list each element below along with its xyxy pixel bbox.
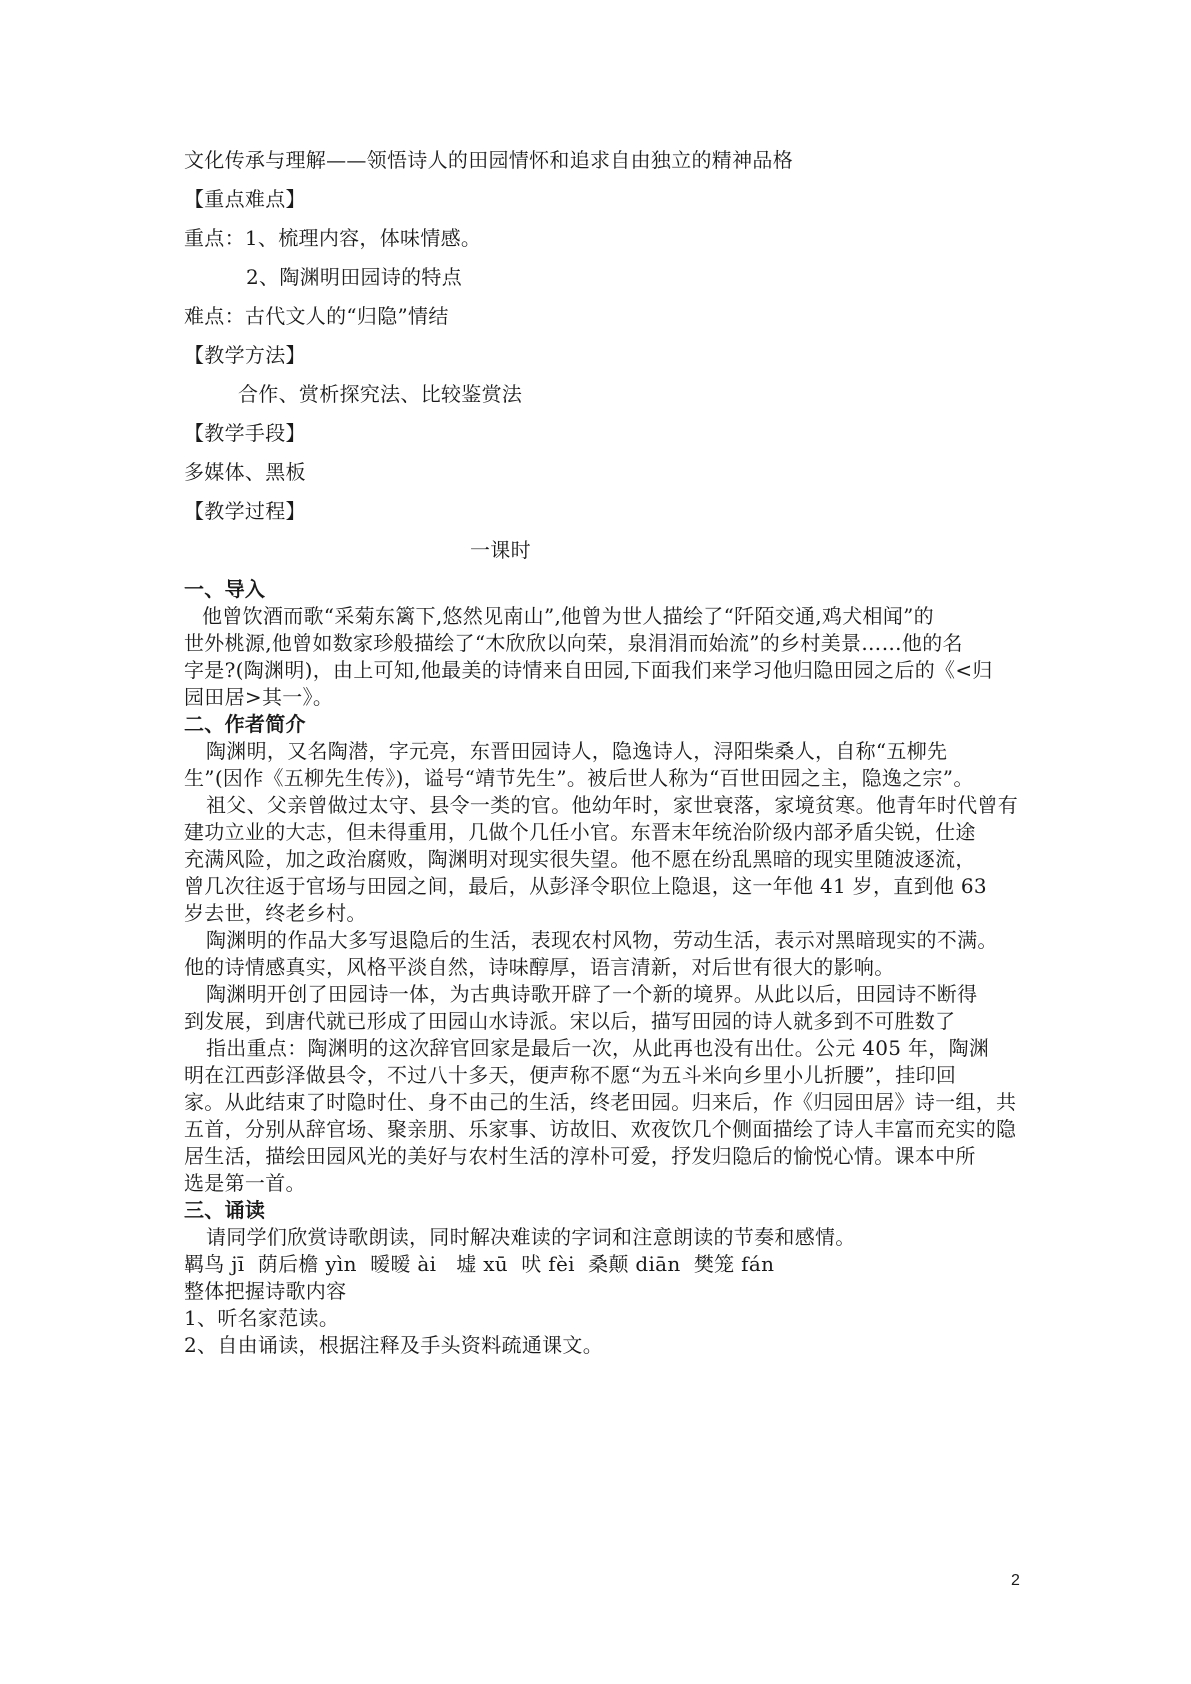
paragraph-line: 园田居>其一》。 bbox=[184, 685, 334, 709]
subheading-overall: 整体把握诗歌内容 bbox=[184, 1279, 347, 1303]
paragraph-line: 选是第一首。 bbox=[184, 1171, 306, 1195]
paragraph-line: 指出重点：陶渊明的这次辞官回家是最后一次，从此再也没有出仕。公元 405 年，陶渊 bbox=[206, 1036, 990, 1060]
paragraph-line: 曾几次往返于官场与田园之间，最后，从彭泽令职位上隐退，这一年他 41 岁，直到他 63 bbox=[184, 874, 987, 898]
paragraph-line: 居生活，描绘田园风光的美好与农村生活的淳朴可爱，抒发归隐后的愉悦心情。课本中所 bbox=[184, 1144, 976, 1168]
heading-teaching-method: 【教学方法】 bbox=[184, 343, 306, 367]
paragraph-line: 祖父、父亲曾做过太守、县令一类的官。他幼年时，家世衰落，家境贫寒。他青年时代曾有 bbox=[206, 793, 1018, 817]
paragraph-line: 充满风险，加之政治腐败，陶渊明对现实很失望。他不愿在纷乱黑暗的现实里随波逐流， bbox=[184, 847, 976, 871]
lesson-count: 一课时 bbox=[470, 538, 531, 562]
paragraph-line: 五首，分别从辞官场、聚亲朋、乐家事、访故旧、欢夜饮几个侧面描绘了诗人丰富而充实的隐 bbox=[184, 1117, 1017, 1141]
pronunciation-list: 羁鸟 jī 荫后檐 yìn 暧暧 ài 墟 xū 吠 fèi 桑颠 diān 樊笼 fán bbox=[184, 1252, 775, 1276]
key-point-1: 重点：1、梳理内容，体味情感。 bbox=[184, 226, 482, 250]
paragraph-line: 到发展，到唐代就已形成了田园山水诗派。宋以后，描写田园的诗人就多到不可胜数了 bbox=[184, 1009, 956, 1033]
heading-teaching-process: 【教学过程】 bbox=[184, 499, 306, 523]
difficult-point: 难点：古代文人的“归隐”情结 bbox=[184, 304, 449, 328]
paragraph-line: 岁去世，终老乡村。 bbox=[184, 901, 367, 925]
paragraph-line: 建功立业的大志，但未得重用，几做个几任小官。东晋末年统治阶级内部矛盾尖锐，仕途 bbox=[184, 820, 976, 844]
step-2: 2、自由诵读，根据注释及手头资料疏通课文。 bbox=[184, 1333, 604, 1357]
section-heading-recite: 三、诵读 bbox=[184, 1198, 266, 1222]
teaching-method: 合作、赏析探究法、比较鉴赏法 bbox=[238, 382, 523, 406]
step-1: 1、听名家范读。 bbox=[184, 1306, 340, 1330]
paragraph-line: 陶渊明开创了田园诗一体，为古典诗歌开辟了一个新的境界。从此以后，田园诗不断得 bbox=[206, 982, 978, 1006]
paragraph-line: 他曾饮酒而歌“采菊东篱下,悠然见南山”,他曾为世人描绘了“阡陌交通,鸡犬相闻”的 bbox=[202, 604, 934, 628]
heading-key-points: 【重点难点】 bbox=[184, 187, 306, 211]
section-heading-author: 二、作者简介 bbox=[184, 712, 306, 736]
paragraph-line: 陶渊明的作品大多写退隐后的生活，表现农村风物，劳动生活，表示对黑暗现实的不满。 bbox=[206, 928, 998, 952]
paragraph-line: 明在江西彭泽做县令，不过八十多天，便声称不愿“为五斗米向乡里小儿折腰”，挂印回 bbox=[184, 1063, 957, 1087]
page-number: 2 bbox=[1011, 1572, 1020, 1589]
paragraph-line: 家。从此结束了时隐时仕、身不由己的生活，终老田园。归来后，作《归园田居》诗一组，共 bbox=[184, 1090, 1017, 1114]
heading-teaching-means: 【教学手段】 bbox=[184, 421, 306, 445]
teaching-means: 多媒体、黑板 bbox=[184, 460, 306, 484]
paragraph-line: 请同学们欣赏诗歌朗读，同时解决难读的字词和注意朗读的节奏和感情。 bbox=[206, 1225, 856, 1249]
paragraph-line: 世外桃源,他曾如数家珍般描绘了“木欣欣以向荣，泉涓涓而始流”的乡村美景……他的名 bbox=[184, 631, 963, 655]
objective-culture: 文化传承与理解——领悟诗人的田园情怀和追求自由独立的精神品格 bbox=[184, 148, 793, 172]
paragraph-line: 陶渊明，又名陶潜，字元亮，东晋田园诗人，隐逸诗人，浔阳柴桑人，自称“五柳先 bbox=[206, 739, 948, 763]
paragraph-line: 他的诗情感真实，风格平淡自然，诗味醇厚，语言清新，对后世有很大的影响。 bbox=[184, 955, 895, 979]
key-point-2: 2、陶渊明田园诗的特点 bbox=[246, 265, 463, 289]
paragraph-line: 生”(因作《五柳先生传》)，谥号“靖节先生”。被后世人称为“百世田园之主，隐逸之宗”。 bbox=[184, 766, 974, 790]
paragraph-line: 字是?(陶渊明)，由上可知,他最美的诗情来自田园,下面我们来学习他归隐田园之后的《<归 bbox=[184, 658, 993, 682]
section-heading-intro: 一、导入 bbox=[184, 577, 266, 601]
